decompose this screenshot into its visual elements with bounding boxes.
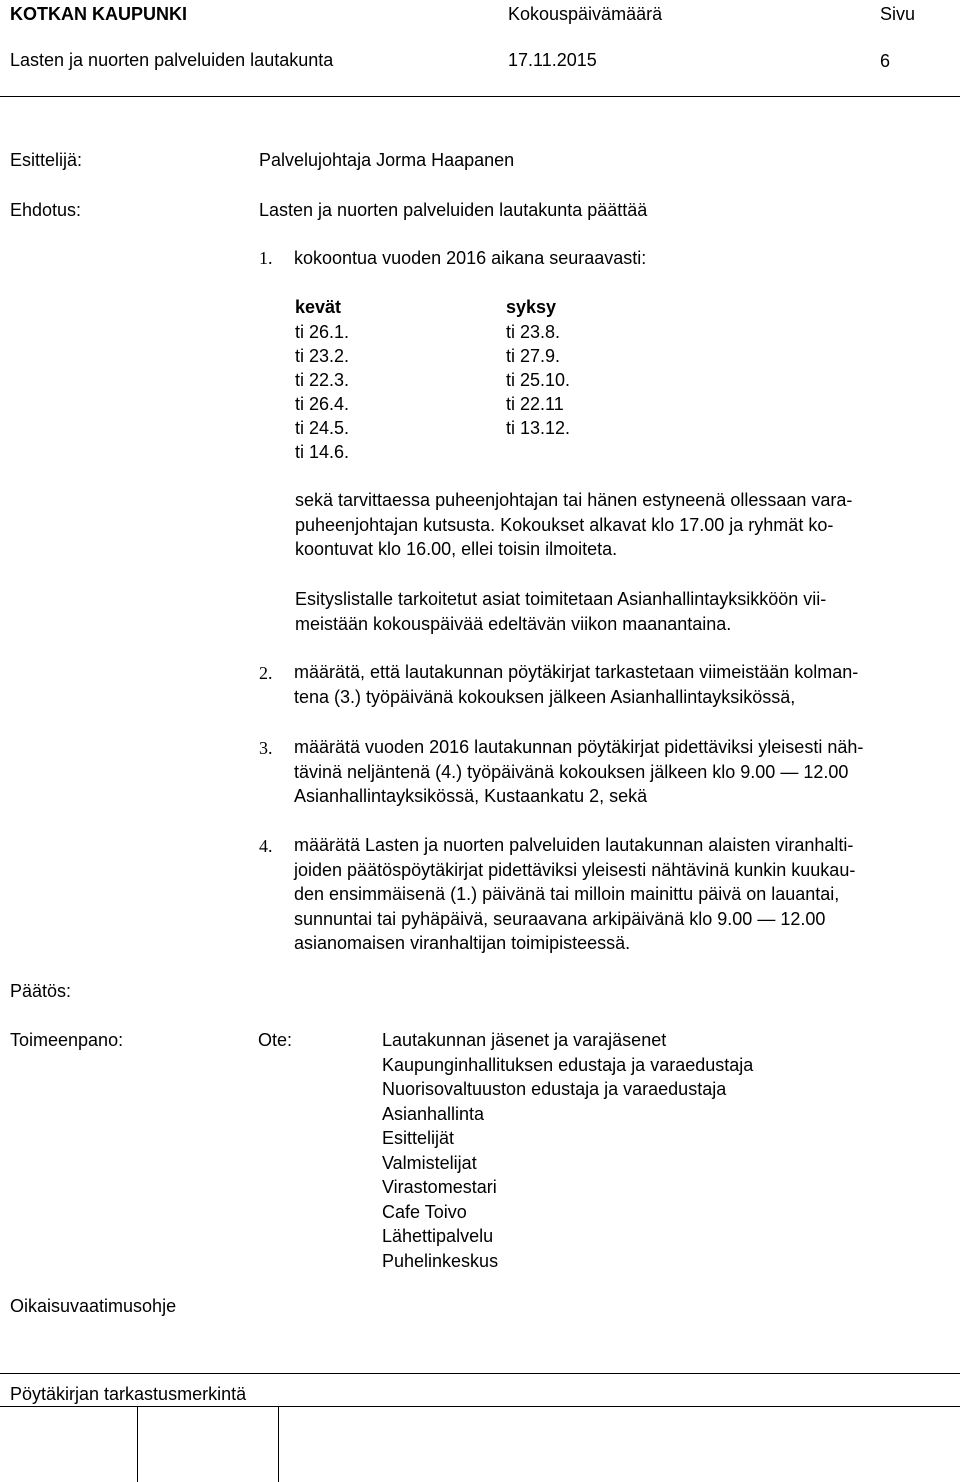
- item-3-text: [294, 735, 863, 809]
- header-divider: [0, 96, 960, 97]
- spring-date: ti 26.4.: [295, 394, 350, 414]
- item-2-text: [294, 660, 858, 709]
- recipient-item: Kaupunginhallituksen edustaja ja varaedustaja: [382, 1054, 754, 1075]
- meeting-date-label: Kokouspäivämäärä: [508, 4, 663, 24]
- footer-inner-rule: [0, 1406, 960, 1407]
- recipient-item: Virastomestari: [382, 1177, 497, 1197]
- committee-name: Lasten ja nuorten palveluiden lautakunta: [10, 50, 334, 70]
- org-name: KOTKAN KAUPUNKI: [10, 4, 187, 24]
- autumn-date: ti 13.12.: [506, 418, 571, 438]
- spring-header: kevät: [295, 297, 342, 317]
- paragraph-line: joiden päätöspöytäkirjat pidettäviksi yleisesti nähtävinä kunkin kuukau-: [294, 859, 856, 880]
- item-1-number: 1.: [259, 248, 273, 268]
- item-2-number: 2.: [259, 663, 273, 683]
- paragraph-line: tena (3.) työpäivänä kokouksen jälkeen Asianhallintayksikössä,: [294, 686, 796, 707]
- footer-top-rule: [0, 1373, 960, 1374]
- signature-box-divider: [137, 1406, 138, 1482]
- spring-dates: [295, 320, 349, 464]
- agenda-paragraph: [295, 587, 826, 636]
- spring-date: ti 24.5.: [295, 418, 350, 438]
- presenter-name: Palvelujohtaja Jorma Haapanen: [259, 150, 515, 170]
- paragraph-line: koontuvat klo 16.00, ellei toisin ilmoiteta.: [295, 539, 618, 559]
- paragraph-line: määrätä Lasten ja nuorten palveluiden lautakunnan alaisten viranhalti-: [294, 835, 854, 855]
- item-4-text: [294, 833, 855, 956]
- page-number: 6: [880, 51, 891, 71]
- page-label: Sivu: [880, 4, 916, 24]
- recipient-item: Cafe Toivo: [382, 1201, 467, 1222]
- verification-label: Pöytäkirjan tarkastusmerkintä: [10, 1384, 247, 1404]
- autumn-date: ti 27.9.: [506, 346, 561, 366]
- implementation-label: Toimeenpano:: [10, 1030, 124, 1050]
- recipient-item: Esittelijät: [382, 1128, 455, 1148]
- recipient-item: Valmistelijat: [382, 1152, 477, 1173]
- paragraph-line: Esityslistalle tarkoitetut asiat toimitetaan Asianhallintayksikköön vii-: [295, 589, 827, 609]
- paragraph-line: sunnuntai tai pyhäpäivä, seuraavana arkipäivänä klo 9.00 — 12.00: [294, 908, 826, 929]
- paragraph-line: määrätä, että lautakunnan pöytäkirjat tarkastetaan viimeistään kolman-: [294, 662, 859, 682]
- proposal-label: Ehdotus:: [10, 200, 82, 220]
- meeting-date: 17.11.2015: [508, 50, 597, 70]
- recipient-item: Lähettipalvelu: [382, 1226, 494, 1246]
- meeting-info-paragraph: [295, 488, 852, 562]
- signature-box-divider: [278, 1406, 279, 1482]
- spring-date: ti 14.6.: [295, 442, 350, 462]
- extract-label: Ote:: [258, 1030, 293, 1050]
- paragraph-line: Asianhallintayksikössä, Kustaankatu 2, sekä: [294, 786, 648, 806]
- presenter-label: Esittelijä:: [10, 150, 83, 170]
- paragraph-line: sekä tarvittaessa puheenjohtajan tai hänen estyneenä ollessaan vara-: [295, 490, 853, 510]
- autumn-date: ti 22.11: [506, 394, 564, 414]
- item-4-number: 4.: [259, 836, 273, 856]
- recipient-list: [382, 1028, 753, 1273]
- item-3-number: 3.: [259, 738, 273, 758]
- proposal-intro: Lasten ja nuorten palveluiden lautakunta päättää: [259, 200, 648, 220]
- item-1-text: kokoontua vuoden 2016 aikana seuraavasti:: [294, 248, 647, 268]
- paragraph-line: puheenjohtajan kutsusta. Kokoukset alkavat klo 17.00 ja ryhmät ko-: [295, 514, 834, 535]
- spring-date: ti 23.2.: [295, 346, 350, 366]
- paragraph-line: määrätä vuoden 2016 lautakunnan pöytäkirjat pidettäviksi yleisesti näh-: [294, 737, 864, 757]
- autumn-date: ti 25.10.: [506, 370, 571, 390]
- autumn-date: ti 23.8.: [506, 322, 561, 342]
- paragraph-line: den ensimmäisenä (1.) päivänä tai milloin mainittu päivä on lauantai,: [294, 884, 840, 904]
- recipient-item: Nuorisovaltuuston edustaja ja varaedustaja: [382, 1079, 727, 1099]
- autumn-header: syksy: [506, 297, 557, 317]
- recipient-item: Lautakunnan jäsenet ja varajäsenet: [382, 1030, 667, 1050]
- autumn-dates: [506, 320, 570, 440]
- paragraph-line: meistään kokouspäivää edeltävän viikon maanantaina.: [295, 613, 732, 634]
- paragraph-line: tävinä neljäntenä (4.) työpäivänä kokouksen jälkeen klo 9.00 — 12.00: [294, 761, 849, 782]
- decision-label: Päätös:: [10, 981, 72, 1001]
- spring-date: ti 26.1.: [295, 322, 350, 342]
- recipient-item: Puhelinkeskus: [382, 1250, 499, 1271]
- paragraph-line: asianomaisen viranhaltijan toimipisteessä.: [294, 933, 631, 953]
- spring-date: ti 22.3.: [295, 370, 350, 390]
- recipient-item: Asianhallinta: [382, 1103, 485, 1124]
- appeal-instructions-label: Oikaisuvaatimusohje: [10, 1296, 177, 1316]
